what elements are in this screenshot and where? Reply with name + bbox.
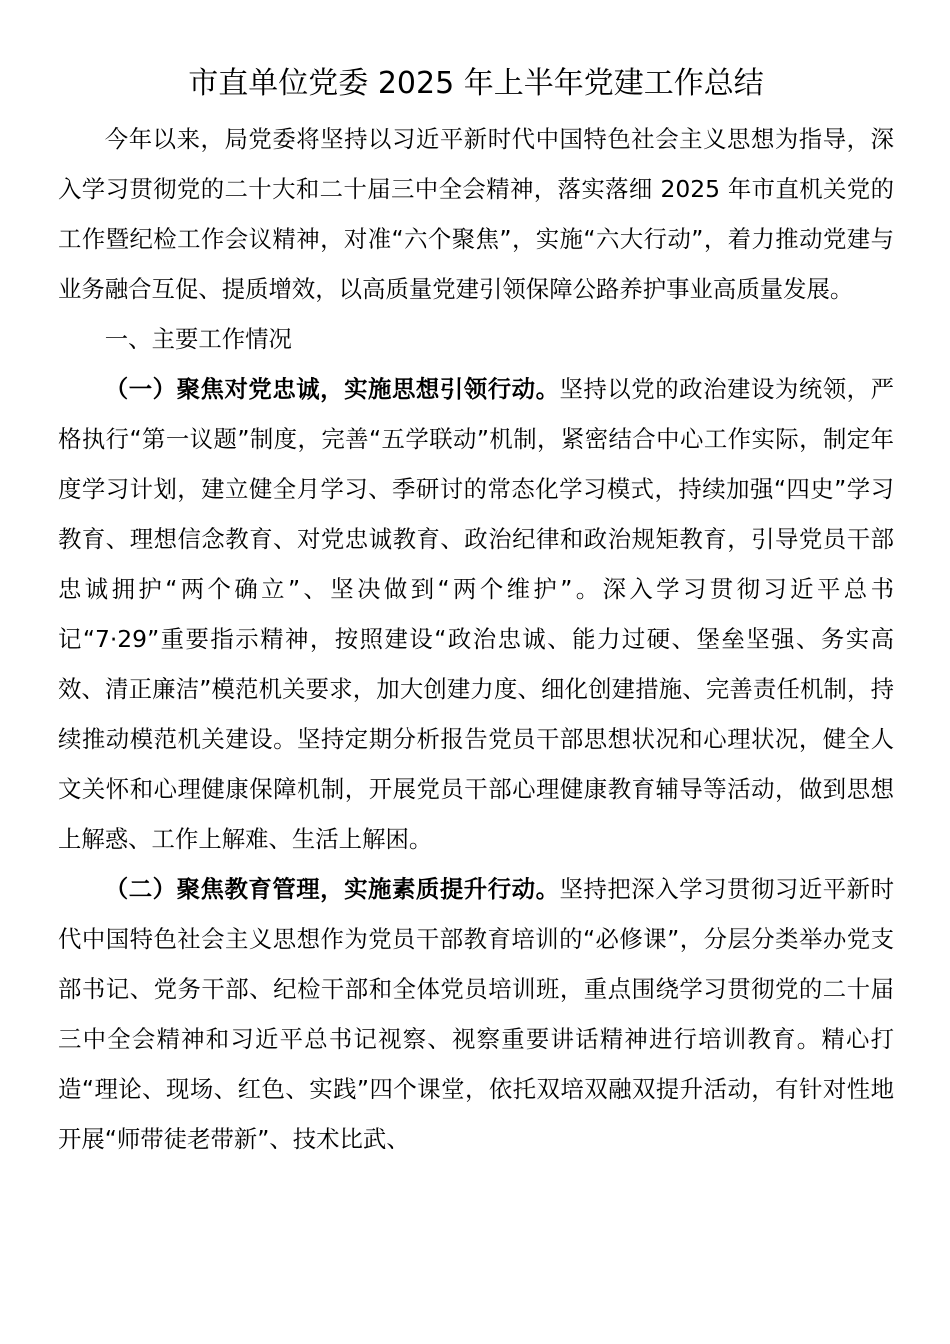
- section-heading-main-work: 一、主要工作情况: [104, 325, 292, 353]
- item-1-body: 坚持以党的政治建设为统领，严格执行“第一议题”制度，完善“五学联动”机制，紧密结合中心工作实际，制定年度学习计划，建立健全月学习、季研讨的常态化学习模式，持续加强“四史”学习教育、理想信念教育、对党忠诚教育、政治纪律和政治规矩教育，引导党员干部忠诚拥护“两个确立”、坚决做到“两个维护”。深入学习贯彻习近平总书记“7·29”重要指示精神，按照建设“政治忠诚、能力过硬、堡垒坚强、务实高效、清正廉洁”模范机关要求，加大创建力度、细化创建措施、完善责任机制，持续推动模范机关建设。坚持定期分析报告党员干部思想状况和心理状况，健全人文关怀和心理健康保障机制，开展党员干部心理健康教育辅导等活动，做到思想上解惑、工作上解难、生活上解困。: [58, 375, 895, 853]
- intro-paragraph: 今年以来，局党委将坚持以习近平新时代中国特色社会主义思想为指导，深入学习贯彻党的二十大和二十届三中全会精神，落实落细 2025 年市直机关党的工作暨纪检工作会议精神，对准“六个聚焦”，实施“六大行动”，着力推动党建与业务融合互促、提质增效，以高质量党建引领保障公路养护事业高质量发展。: [58, 125, 894, 303]
- item-2-paragraph: [58, 864, 894, 1164]
- item-1-paragraph: [58, 364, 894, 864]
- item-1-lead: （一）聚焦对党忠诚，实施思想引领行动。: [104, 375, 560, 403]
- item-2-body: 坚持把深入学习贯彻习近平新时代中国特色社会主义思想作为党员干部教育培训的“必修课”，分层分类举办党支部书记、党务干部、纪检干部和全体党员培训班，重点围绕学习贯彻党的二十届三中全会精神和习近平总书记视察、视察重要讲话精神进行培训教育。精心打造“理论、现场、红色、实践”四个课堂，依托双培双融双提升活动，有针对性地开展“师带徒老带新”、技术比武、: [58, 875, 895, 1153]
- document-page: [58, 62, 894, 1164]
- document-title: 市直单位党委 2025 年上半年党建工作总结: [188, 66, 764, 101]
- item-2-lead: （二）聚焦教育管理，实施素质提升行动。: [104, 875, 560, 903]
